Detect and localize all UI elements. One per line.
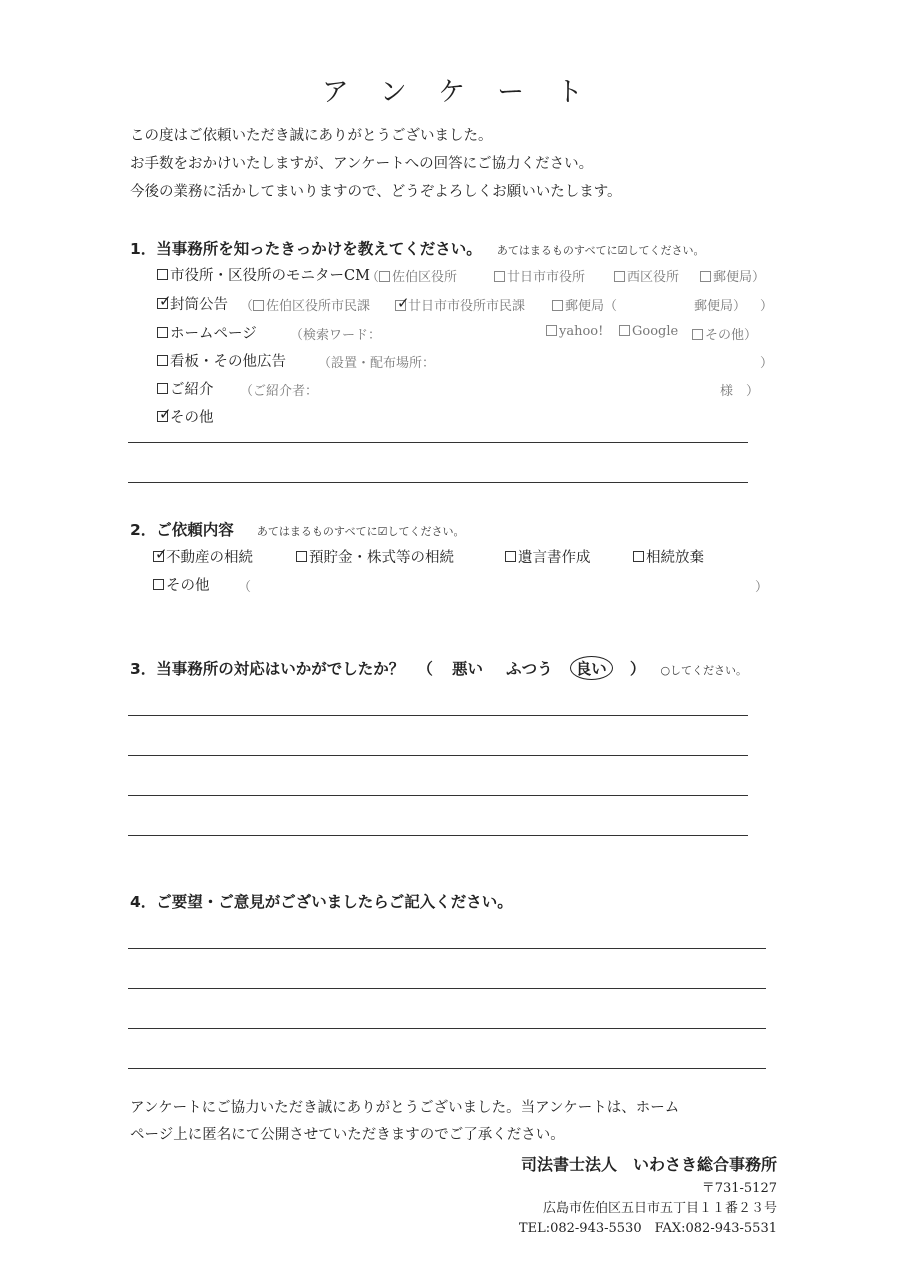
write-line[interactable] bbox=[128, 442, 748, 443]
q1-referral-prefix: （ご紹介者： bbox=[240, 384, 319, 399]
q2-header bbox=[130, 518, 465, 540]
q1-envelope-sub1: （ 佐伯区役所市民課 bbox=[240, 299, 371, 314]
q1-signboard-close: ） bbox=[760, 356, 774, 371]
q1-monitor-sub4: 郵便局） bbox=[700, 266, 765, 285]
checkbox-other[interactable] bbox=[157, 411, 168, 422]
checkbox-post[interactable] bbox=[700, 271, 711, 282]
q3-heading: 3．当事務所の対応はいかがでしたか？ bbox=[130, 660, 405, 678]
checkbox-hatsukaichi[interactable] bbox=[494, 271, 505, 282]
page-title: アンケート bbox=[321, 77, 616, 108]
checkbox-saeki[interactable] bbox=[379, 271, 390, 282]
footer-line: ページ上に匿名にて公開させていただきますのでご了承ください。 bbox=[130, 1127, 565, 1143]
q4-header bbox=[130, 890, 513, 912]
write-line[interactable] bbox=[128, 948, 766, 949]
q1-envelope-sub3: 郵便局（ bbox=[552, 295, 617, 314]
write-line[interactable] bbox=[128, 715, 748, 716]
footer-line: アンケートにご協力いただき誠にありがとうございました。当アンケートは、ホーム bbox=[130, 1100, 680, 1116]
q2-note: あてはまるものすべてに☑してください。 bbox=[256, 525, 465, 538]
q3-open: （ bbox=[417, 660, 433, 678]
q2-option[interactable]: 相続放棄 bbox=[633, 546, 704, 567]
option-label: ホームページ bbox=[170, 326, 257, 342]
q1-monitor-sub3: 西区役所 bbox=[614, 266, 679, 285]
q1-option-homepage[interactable] bbox=[157, 322, 257, 343]
office-contact: TEL:082-943-5530 FAX:082-943-5531 bbox=[518, 1221, 777, 1236]
q2-option[interactable]: ✓ 不動産の相続 bbox=[153, 546, 253, 567]
q1-note: あてはまるものすべてに☑してください。 bbox=[496, 244, 705, 257]
checkbox-envelope-post[interactable] bbox=[552, 300, 563, 311]
checkbox-real-estate[interactable] bbox=[153, 551, 164, 562]
q2-heading: 2．ご依頼内容 bbox=[130, 521, 234, 539]
q3-header bbox=[130, 656, 747, 680]
write-line[interactable] bbox=[128, 1028, 766, 1029]
write-line[interactable] bbox=[128, 988, 766, 989]
intro-line: お手数をおかけいたしますが、アンケートへの回答にご協力ください。 bbox=[130, 156, 594, 172]
write-line[interactable] bbox=[128, 482, 748, 483]
q1-signboard-prefix: （設置・配布場所： bbox=[318, 356, 436, 371]
q1-heading: 1．当事務所を知ったきっかけを教えてください。 bbox=[130, 240, 482, 258]
q4-heading: 4．ご要望・ご意見がございましたらご記入ください。 bbox=[130, 893, 513, 911]
q2-option-other[interactable]: その他 bbox=[153, 574, 210, 595]
checkbox-renounce[interactable] bbox=[633, 551, 644, 562]
intro-line: この度はご依頼いただき誠にありがとうございました。 bbox=[130, 128, 493, 144]
office-address: 広島市佐伯区五日市五丁目１１番２３号 bbox=[542, 1201, 777, 1216]
q1-homepage-sub3: その他） bbox=[692, 324, 757, 343]
checkbox-saeki-shiminka[interactable] bbox=[253, 300, 264, 311]
q2-other-open: （ bbox=[238, 580, 252, 595]
q1-option-envelope[interactable] bbox=[157, 293, 228, 314]
q1-homepage-prefix: （検索ワード： bbox=[290, 328, 382, 343]
footer-thanks bbox=[130, 1095, 679, 1149]
checkbox-homepage-other[interactable] bbox=[692, 329, 703, 340]
option-label: その他 bbox=[170, 410, 214, 426]
checkbox-monitor[interactable] bbox=[157, 269, 168, 280]
q1-referral-suffix: 様 ） bbox=[720, 384, 760, 399]
checkbox-yahoo[interactable] bbox=[546, 325, 557, 336]
q1-envelope-sub2: ✓ 廿日市市役所市民課 bbox=[395, 295, 525, 314]
q1-option-monitor[interactable] bbox=[157, 264, 370, 285]
q3-close: ） bbox=[629, 660, 646, 678]
write-line[interactable] bbox=[128, 795, 748, 796]
option-label: 封筒公告 bbox=[170, 297, 228, 313]
q1-monitor-sub2: 廿日市市役所 bbox=[494, 266, 585, 285]
q1-homepage-sub2: Google bbox=[619, 324, 678, 339]
q2-other-close: ） bbox=[755, 580, 769, 595]
checkbox-hatsukaichi-shiminka[interactable] bbox=[395, 300, 406, 311]
checkbox-will[interactable] bbox=[505, 551, 516, 562]
q1-envelope-tail: 郵便局） bbox=[694, 299, 747, 314]
q1-homepage-sub1: yahoo! bbox=[546, 324, 603, 339]
q1-header bbox=[130, 237, 705, 259]
q3-choice-normal[interactable]: ふつう bbox=[506, 660, 553, 678]
write-line[interactable] bbox=[128, 1068, 766, 1069]
checkbox-q2-other[interactable] bbox=[153, 579, 164, 590]
intro-line: 今後の業務に活かしてまいりますので、どうぞよろしくお願いいたします。 bbox=[130, 184, 622, 200]
q1-monitor-subs: （ 佐伯区役所 bbox=[366, 270, 458, 285]
option-label: ご紹介 bbox=[170, 382, 214, 398]
checkbox-nishi[interactable] bbox=[614, 271, 625, 282]
q1-option-referral[interactable] bbox=[157, 378, 214, 399]
checkbox-envelope[interactable] bbox=[157, 298, 168, 309]
checkbox-homepage[interactable] bbox=[157, 327, 168, 338]
q2-option[interactable]: 遺言書作成 bbox=[505, 546, 591, 567]
checkbox-referral[interactable] bbox=[157, 383, 168, 394]
q3-note: ○してください。 bbox=[660, 664, 748, 677]
office-name: 司法書士法人 いわさき総合事務所 bbox=[520, 1155, 777, 1174]
checkbox-deposits[interactable] bbox=[296, 551, 307, 562]
q2-option[interactable]: 預貯金・株式等の相続 bbox=[296, 546, 454, 567]
checkbox-google[interactable] bbox=[619, 325, 630, 336]
write-line[interactable] bbox=[128, 755, 748, 756]
q3-choice-good[interactable]: 良い bbox=[570, 656, 613, 680]
office-postal: 〒731-5127 bbox=[701, 1181, 777, 1196]
q1-envelope-close: ） bbox=[760, 299, 774, 314]
write-line[interactable] bbox=[128, 835, 748, 836]
option-label: 市役所・区役所のモニターCM bbox=[170, 268, 370, 284]
q1-option-signboard[interactable] bbox=[157, 350, 286, 371]
q1-option-other[interactable] bbox=[157, 406, 214, 427]
intro-text bbox=[130, 122, 622, 206]
q3-choice-bad[interactable]: 悪い bbox=[452, 660, 484, 678]
option-label: 看板・その他広告 bbox=[170, 354, 286, 370]
checkbox-signboard[interactable] bbox=[157, 355, 168, 366]
